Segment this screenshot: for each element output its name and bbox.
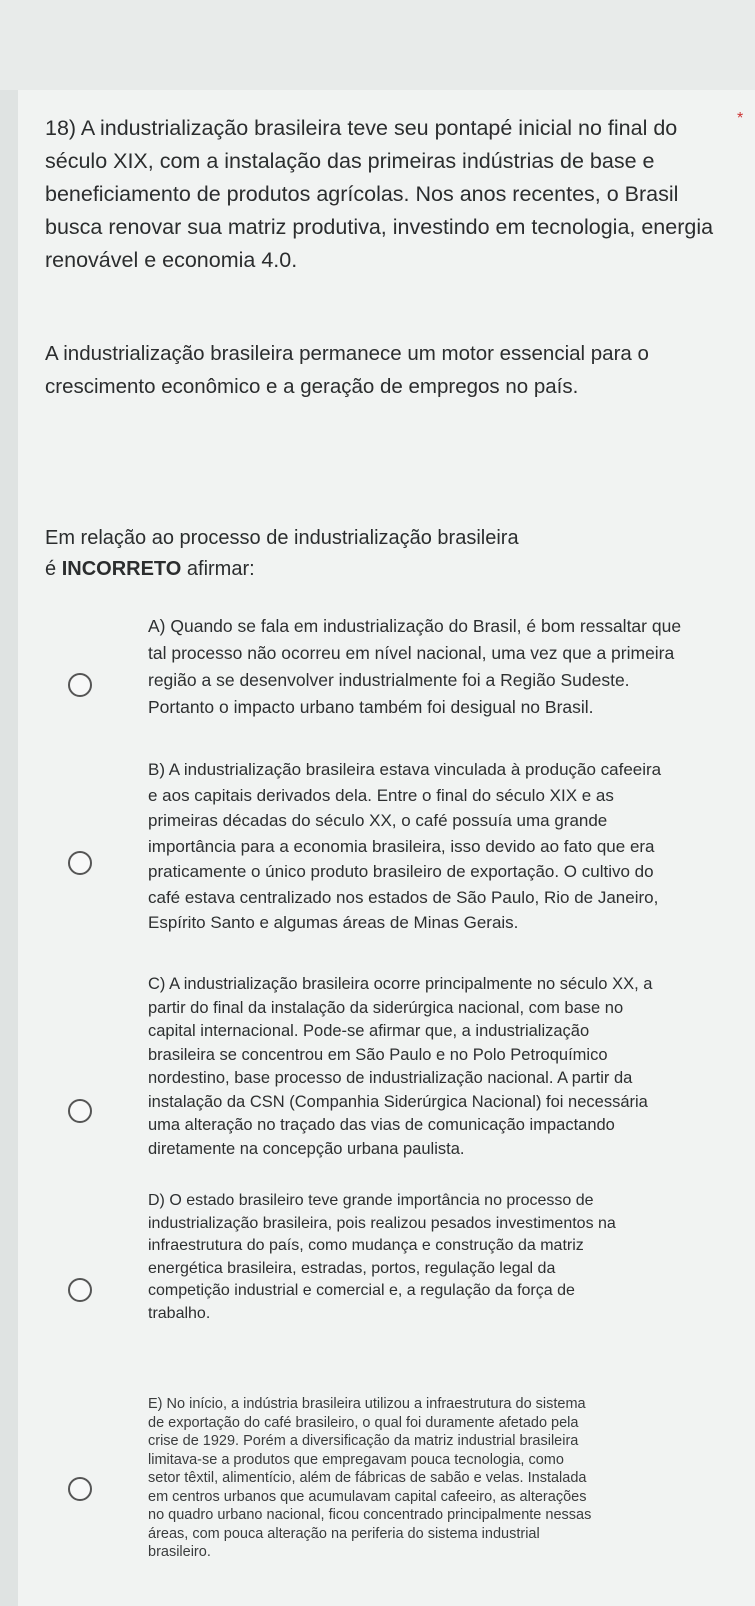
radio-button-c[interactable] (68, 1099, 92, 1123)
prompt-pre: é (45, 558, 62, 580)
question-prompt (45, 523, 725, 585)
required-asterisk: * (737, 110, 744, 127)
prompt-post: afirmar: (181, 558, 255, 580)
radio-button-d[interactable] (68, 1278, 92, 1302)
option-a-label: A) Quando se fala em industrialização do Brasil, é bom ressaltar que tal processo não ocorreu em nível nacional, uma vez que a primeira região a se desenvolver industrialmente foi a Região Sudeste. Portanto o impacto urbano também foi desigual no Brasil. (148, 616, 682, 717)
prompt-bold: INCORRETO (61, 558, 182, 580)
option-b-label: B) A industrialização brasileira estava vinculada à produção cafeeira e aos capitais derivados dela. Entre o final do século XIX e as primeiras décadas do século XX, o café possuía uma grande importância para a economia brasileira, isso devido ao fato que era praticamente o único produto brasileiro de exportação. O cultivo do café estava centralizado nos estados de São Paulo, Rio de Janeiro, Espírito Santo e algumas áreas de Minas Gerais. (148, 760, 662, 932)
top-strip (0, 0, 755, 90)
radio-button-b[interactable] (68, 851, 92, 875)
radio-button-e[interactable] (68, 1477, 92, 1501)
radio-button-a[interactable] (68, 673, 92, 697)
question-paragraph-2: A industrialização brasileira permanece um motor essencial para o crescimento econômico e a geração de empregos no país. (45, 342, 649, 398)
option-c-label: C) A industrialização brasileira ocorre principalmente no século XX, a partir do final da instalação da siderúrgica nacional, com base no capital internacional. Pode-se afirmar que, a industrialização brasileira se concentrou em São Paulo e no Polo Petroquímico nordestino, base processo de industrialização nacional. A partir da instalação da CSN (Companhia Siderúrgica Nacional) foi necessária uma alteração no traçado das vias de comunicação impactando diretamente na concepção urbana paulista. (148, 975, 653, 1158)
option-d-label: D) O estado brasileiro teve grande importância no processo de industrialização brasileira, pois realizou pesados investimentos na infraestrutura do país, como mudança e construção da matriz energética brasileira, estradas, portos, regulação legal da competição industrial e comercial e, a regulação da força de trabalho. (148, 1192, 616, 1322)
option-e-label: E) No início, a indústria brasileira utilizou a infraestrutura do sistema de exportação do café brasileiro, o qual foi duramente afetado pela crise de 1929. Porém a diversificação da matriz industrial brasileira limitava-se a produtos que empregavam pouca tecnologia, como setor têxtil, alimentício, além de fábricas de sabão e velas. Instalada em centros urbanos que acumulavam capital cafeeiro, as alterações no quadro urbano nacional, ficou concentrado principalmente nessas áreas, com pouca alteração na periferia do sistema industrial brasileiro. (148, 1396, 592, 1560)
question-text: 18) A industrialização brasileira teve seu pontapé inicial no final do século XIX, com a instalação das primeiras indústrias de base e beneficiamento de produtos agrícolas. Nos anos recentes, o Brasil busca renovar sua matriz produtiva, investindo em tecnologia, energia renovável e economia 4.0. (45, 116, 714, 272)
prompt-line-1: Em relação ao processo de industrialização brasileira (45, 527, 519, 549)
